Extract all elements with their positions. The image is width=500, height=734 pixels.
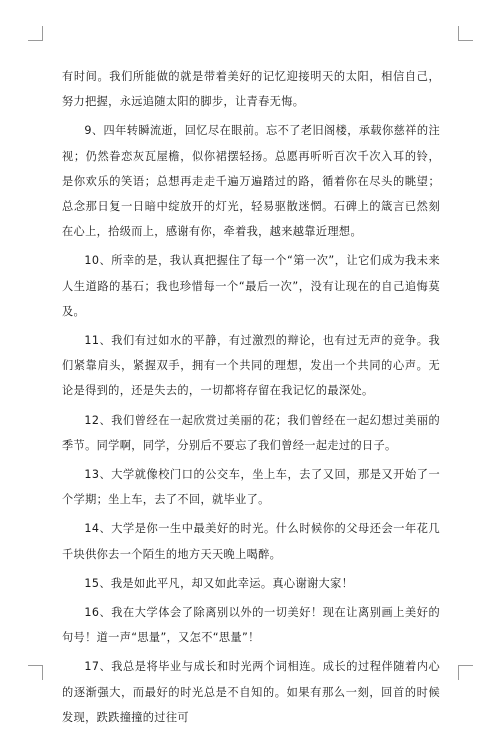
paragraph-10: 10、所幸的是，我认真把握住了每一个“第一次”，让它们成为我未来人生道路的基石；我也珍惜每一个“最后一次”，没有让现在的自己追悔莫及。 [62,254,440,318]
paragraph-11: 11、我们有过如水的平静，有过激烈的辩论，也有过无声的竞争。我们紧靠肩头，紧握双手，拥有一个共同的理想，发出一个共同的心声。无论是得到的，还是失去的，一切都将存留在我记忆的最深处。 [62,334,440,398]
crop-mark-top-right [458,26,473,41]
paragraph-15: 15、我是如此平凡，却又如此幸运。真心谢谢大家！ [84,576,354,590]
paragraph-16: 16、我在大学体会了除离别以外的一切美好！现在让离别画上美好的句号！道一声“思量”，又怎不“思量”！ [62,606,440,645]
paragraph-13: 13、大学就像校门口的公交车，坐上车，去了又回，那是又开始了一个学期；坐上车，去了不回，就毕业了。 [62,468,440,507]
paragraph-9: 9、四年转瞬流逝，回忆尽在眼前。忘不了老旧阁楼，承载你慈祥的注视；仍然眷恋灰瓦屋檐，似你裙摆轻扬。总愿再听听百次千次入耳的铃，是你欢乐的笑语；总想再走走千遍万遍踏过的路，循着你在尽头的眺望；总念那日复一日暗中绽放开的灯光，轻易驱散迷惘。石碑上的箴言已然刻在心上，拾级而上，感谢有你，牵着我，越来越靠近理想。 [62,124,440,239]
crop-mark-bottom-left [28,665,43,680]
paragraph-continuation: 有时间。我们所能做的就是带着美好的记忆迎接明天的太阳，相信自己，努力把握，永远追随太阳的脚步，让青春无悔。 [62,70,440,109]
paragraph-14: 14、大学是你一生中最美好的时光。什么时候你的父母还会一年花几千块供你去一个陌生的地方天天晚上喝醉。 [62,522,440,561]
crop-mark-bottom-right [458,665,473,680]
paragraph-12: 12、我们曾经在一起欣赏过美丽的花；我们曾经在一起幻想过美丽的季节。同学啊，同学，分别后不要忘了我们曾经一起走过的日子。 [62,413,440,452]
crop-mark-top-left [28,26,43,41]
paragraph-17: 17、我总是将毕业与成长和时光两个词相连。成长的过程伴随着内心的逐渐强大，而最好的时光总是不自知的。如果有那么一刻，回首的时候发现，跌跌撞撞的过往可 [62,660,440,724]
document-body [62,64,440,734]
